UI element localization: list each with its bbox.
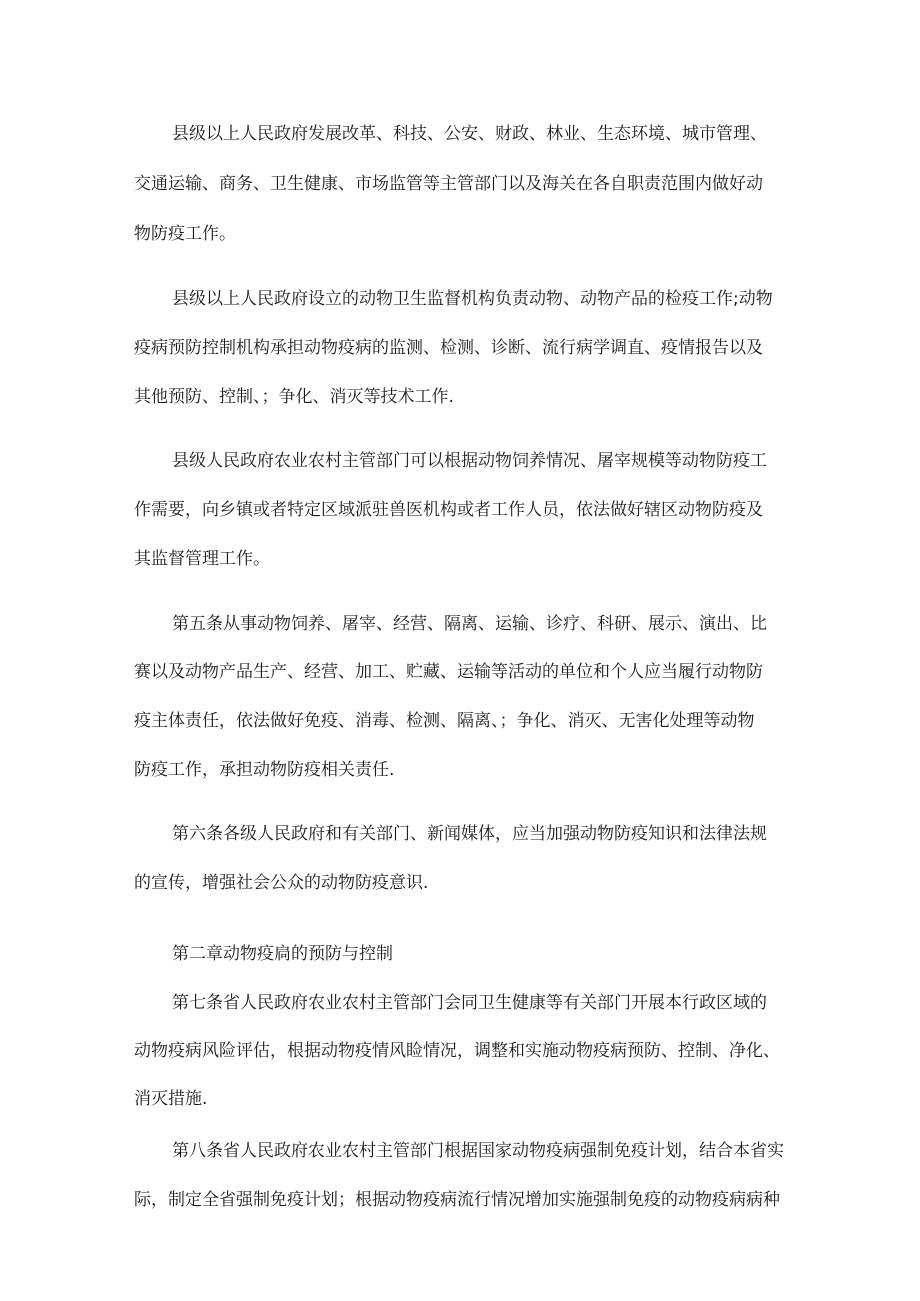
paragraph-5-line-2: 的宣传，增强社会公众的动物防疫意识.	[134, 873, 429, 893]
paragraph-3-line-3: 其监督管理工作。	[134, 549, 270, 569]
paragraph-2-line-2: 疫病预防控制机构承担动物疫病的监测、检测、诊断、流行病学调直、疫情报告以及	[134, 338, 763, 358]
paragraph-7-line-3: 消灭措施.	[134, 1089, 208, 1109]
paragraph-7-line-2: 动物疫病风险评估，根据动物疫情风睑情况，调整和实施动物疫病预防、控制、净化、	[134, 1041, 780, 1061]
paragraph-7-line-1: 第七条省人民政府农业农村主管部门会同卫生健康等有关部门开展本行政区域的	[172, 993, 767, 1013]
paragraph-1-line-2: 交通运输、商务、卫生健康、市场监管等主管部门以及海关在各自职责范围内做好动	[134, 174, 763, 194]
paragraph-1-line-1: 县级以上人民政府发展改革、科技、公安、财政、林业、生态环境、城市管理、	[172, 124, 767, 144]
paragraph-5-line-1: 第六条各级人民政府和有关部门、新闻媒体，应当加强动物防疫知识和法律法规	[172, 824, 767, 844]
paragraph-8-line-1: 第八条省人民政府农业农村主管部门根据国家动物疫病强制免疫计划，结合本省实	[172, 1141, 784, 1161]
paragraph-4-line-4: 防疫工作，承担动物防疫相关责任.	[134, 760, 395, 780]
paragraph-1-line-3: 物防疫工作。	[134, 224, 236, 244]
paragraph-3-line-1: 县级人民政府农业农村主管部门可以根据动物饲养情况、屠宰规模等动物防疫工	[172, 451, 767, 471]
paragraph-3-line-2: 作需要，向乡镇或者特定区域派驻兽医机构或者工作人员，依法做好辖区动物防疫及	[134, 500, 763, 520]
paragraph-2-line-3: 其他预防、控制、；争化、消灭等技术工作.	[134, 387, 454, 407]
paragraph-4-line-1: 第五条从事动物饲养、屠宰、经营、隔离、运输、诊疗、科研、展示、演出、比	[172, 614, 767, 634]
paragraph-4-line-3: 疫主体责任，依法做好免疫、消毒、检测、隔离、；争化、消灭、无害化处理等动物	[134, 711, 755, 731]
paragraph-2-line-1: 县级以上人民政府设立的动物卫生监督机构负责动物、动物产品的检疫工作;动物	[172, 289, 773, 309]
chapter-heading: 第二章动物疫扃的预防与控制	[172, 944, 393, 964]
paragraph-4-line-2: 赛以及动物产品生产、经营、加工、贮藏、运输等活动的单位和个人应当履行动物防	[134, 662, 763, 682]
paragraph-8-line-2: 际，制定全省强制免疫计划；根据动物疫病流行情况增加实施强制免疫的动物疫病病种	[134, 1190, 780, 1210]
